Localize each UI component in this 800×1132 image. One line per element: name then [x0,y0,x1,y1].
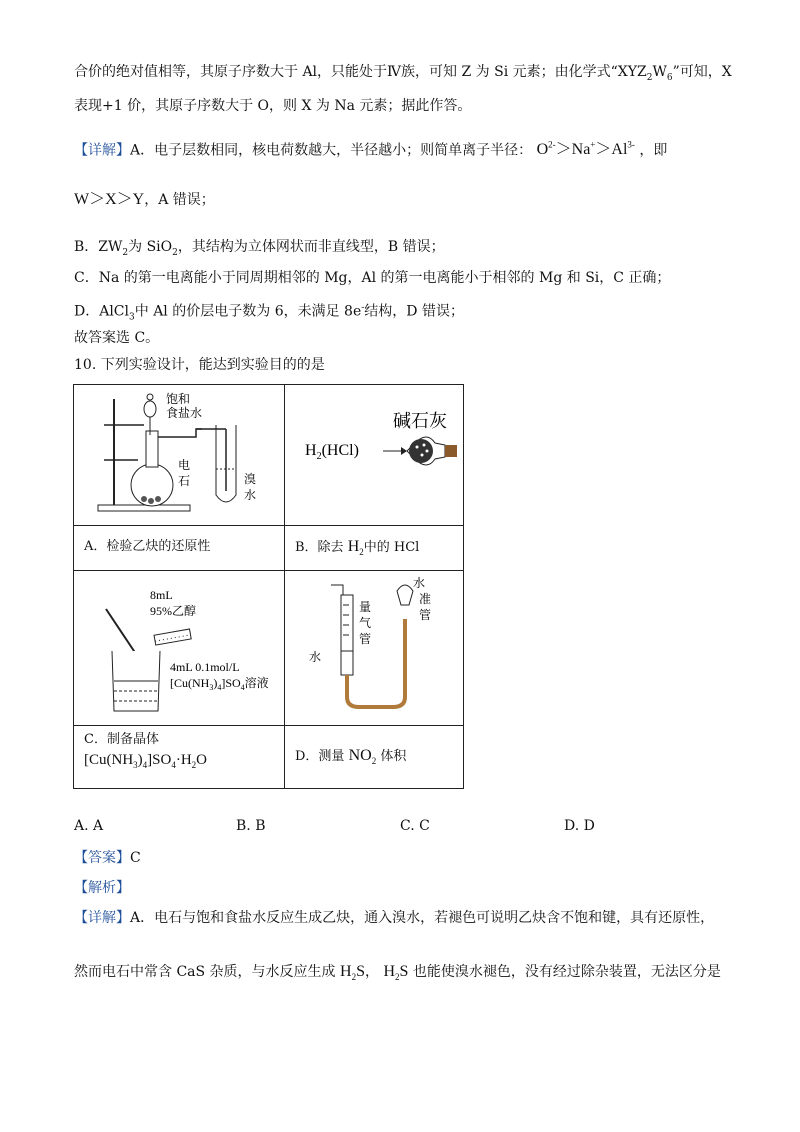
caption-c: C．制备晶体 [84,732,159,747]
label-water: 水 [309,650,322,664]
figure-d-cell [285,571,464,726]
gas-label: $H_2(HCl)$ [305,442,359,462]
detail-line-a: 【详解】A．电子层数相同，核电荷数越大，半径越小；则简单离子半径： $O^{2-}>Na^+>Al^{3-}$ ，即 [74,140,668,159]
detail-line-b: B．$ZW_2$为 SiO$_2$，其结构为立体网状而非直线型，B 错误； [74,239,445,258]
label-level-2: 准 [419,592,432,606]
detail-tag: 【详解】 [74,142,130,159]
figure-a-cell [74,385,285,526]
label-volume: 8mL [150,588,173,602]
label-carbide-2: 石 [178,474,191,488]
label-brine: 食盐水 [166,406,203,420]
caption-c-cell [74,726,285,789]
figure-b-cell [285,385,464,526]
figure-c-cell [74,571,285,726]
answer-tag: 【答案】 [74,850,130,866]
label-complex: $[Cu(NH_3)_4]SO_4$溶液 [170,676,269,692]
explanation-line-1: 【详解】A．电石与饱和食盐水反应生成乙炔，通入溴水，若褪色可说明乙炔含不饱和键，具有还原性， [74,910,715,926]
explanation-line-2: 然而电石中常含 CaS 杂质，与水反应生成 $H_2S$， $H_2S$ 也能使溴水褪色，没有经过除杂装置，无法区分是 [74,963,721,983]
paragraph-line: 合价的绝对值相等，其原子序数大于 Al，只能处于Ⅳ族，可知 Z 为 Si 元素；由化学式“$XYZ_2W_6$”可知，X [74,64,732,83]
caption-d-cell [285,726,464,789]
analysis-tag: 【解析】 [74,880,130,896]
paragraph-line: 表现+1 价，其原子序数大于 O，则 X 为 Na 元素；据此作答。 [74,98,472,114]
detail-line-d: D．AlCl$_3$中 Al 的价层电子数为 6，未满足 8e-结构，D 错误； [74,303,464,323]
caption-a: A．检验乙炔的还原性 [84,539,211,554]
label-measure-2: 气 [359,616,372,630]
option-a[interactable]: A. A [74,818,104,834]
label-bromine-1: 溴 [244,472,257,486]
option-d[interactable]: D. D [564,818,595,834]
detail-line-a2: W＞X＞Y，A 错误； [74,191,215,208]
label-level-3: 管 [419,608,432,622]
ion-radius-formula: $O^{2-}>Na^+>Al^{3-}$ [536,140,635,159]
label-carbide-1: 电 [178,458,191,472]
caption-c-formula: $[Cu(NH_3)_4]SO_4\cdot H_2O$ [84,752,208,770]
crystal-preparation-figure [74,571,284,721]
caption-b: B．除去 $H_2$中的 HCl [295,538,420,558]
question-10: 10. 下列实验设计，能达到实验目的的是 [74,357,325,373]
label-ethanol: 95%乙醇 [150,604,196,618]
soda-lime-tube-figure [285,385,463,521]
answer-line: 【答案】C [74,850,141,866]
analysis-line [74,878,130,898]
conclusion-line: 故答案选 C。 [74,330,160,346]
gas-burette-figure [285,571,463,721]
label-measure-1: 量 [359,600,372,614]
detail-line-c: C．Na 的第一电离能小于同周期相邻的 Mg，Al 的第一电离能小于相邻的 Mg 和 Si，C 正确； [74,270,671,286]
label-concentration: 4mL 0.1mol/L [170,660,240,674]
label-saturated: 饱和 [166,392,191,406]
caption-b-cell [285,526,464,571]
detail-tag-2: 【详解】 [74,910,130,926]
label-level-1: 水 [413,576,426,590]
caption-a-cell [74,526,285,571]
caption-d: D．测量 $NO_2$ 体积 [295,747,407,767]
options-table [73,384,464,789]
label-measure-3: 管 [359,632,372,646]
label-bromine-2: 水 [244,488,257,502]
option-c[interactable]: C. C [400,818,430,834]
acetylene-apparatus-figure [74,385,284,521]
soda-lime-label: 碱石灰 [393,411,447,431]
option-b[interactable]: B. B [236,818,266,834]
